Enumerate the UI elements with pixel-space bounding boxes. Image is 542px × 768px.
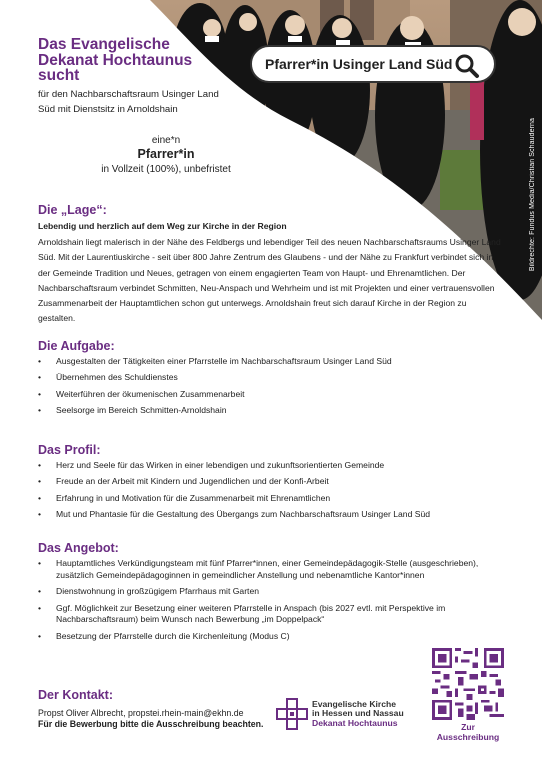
logo-line: Dekanat Hochtaunus [312, 717, 398, 728]
list-item: • Freude an der Arbeit mit Kindern und Jugendlichen und der Konfi-Arbeit [38, 476, 508, 488]
lage-heading: Die „Lage“: [38, 203, 107, 217]
list-item: • Mut und Phantasie für die Gestaltung des Übergangs zum Nachbarschaftsraum Usinger Land Süd [38, 509, 508, 521]
aufgabe-heading: Die Aufgabe: [38, 339, 115, 353]
ekhn-logo-icon [276, 698, 308, 735]
photo-credit: Bildrechte: Fundus Media/Christian Schauderna [529, 118, 536, 272]
list-item: • Weiterführen der ökumenischen Zusammenarbeit [38, 389, 508, 401]
list-item: • Übernehmen des Schuldienstes [38, 372, 508, 384]
profil-list [38, 460, 508, 520]
position-line1: eine*n [151, 135, 181, 146]
lage-subheading: Lebendig und herzlich auf dem Weg zur Kirche in der Region [38, 221, 287, 231]
intro-line: für den Nachbarschaftsraum Usinger Land [38, 89, 219, 100]
angebot-heading: Das Angebot: [38, 541, 119, 555]
title-line: sucht [38, 67, 80, 84]
aufgabe-list [38, 356, 508, 416]
logo-line: Evangelische Kirche [312, 699, 397, 709]
list-item: • Dienstwohnung in großzügigem Pfarrhaus mit Garten [38, 586, 508, 598]
list-item: • Besetzung der Pfarrstelle durch die Kirchenleitung (Modus C) [38, 631, 508, 643]
qr-code-icon[interactable] [432, 648, 504, 720]
list-item: • Ausgestalten der Tätigkeiten einer Pfarrstelle im Nachbarschaftsraum Usinger Land Süd [38, 356, 508, 368]
logo-line: in Hessen und Nassau [312, 708, 404, 719]
list-item: • Ggf. Möglichkeit zur Besetzung einer weiteren Pfarrstelle in Anspach (bis 2027 evtl. mit Perspektive im Nachbarschaftsraum) beim Wunsch nach Bewerbung „im Doppelpack“ [38, 603, 508, 626]
intro-line: Süd mit Dienstsitz in Arnoldshain [38, 104, 178, 115]
logo-text [312, 700, 404, 728]
intro-text [38, 87, 219, 117]
page-title [38, 37, 192, 84]
position-title: Pfarrer*in [137, 147, 195, 161]
qr-label: Zur Ausschreibung [436, 722, 500, 742]
position-scope: in Vollzeit (100%), unbefristet [101, 164, 231, 175]
search-pill[interactable] [250, 45, 496, 83]
list-item: • Erfahrung in und Motivation für die Zusammenarbeit mit Ehrenamtlichen [38, 493, 508, 505]
contact-info: Propst Oliver Albrecht, propstei.rhein-main@ekhn.de [38, 708, 244, 718]
title-line: Dekanat Hochtaunus [38, 51, 193, 69]
magnifier-icon [454, 53, 480, 84]
title-line: Das Evangelische [38, 36, 170, 53]
profil-heading: Das Profil: [38, 443, 101, 457]
list-item: • Hauptamtliches Verkündigungsteam mit fünf Pfarrer*innen, einer Gemeindepädagogik-Stelle (ausgeschrieben), zusätzlich Gemeindepädagoginnen in gemeindlicher Anstellung und nebenamtliche Kantor*innen [38, 558, 508, 581]
angebot-list [38, 558, 508, 642]
application-note: Für die Bewerbung bitte die Ausschreibung beachten. [38, 719, 264, 729]
list-item: • Herz und Seele für das Wirken in einer lebendigen und zukunftsorientierten Gemeinde [38, 460, 508, 472]
lage-text: Arnoldshain liegt malerisch in der Nähe des Feldbergs und lebendiger Teil des neuen Nachbarschaftsraums Usinger Land Süd. Mit der Laurentiuskirche - seit über 800 Jahre Zentrum des Glaubens - und der Nähe zu Frankfurt verbindet sich in der Gemeinde Tradition und Neues, getragen von einem engagierten Team von Haupt- und Ehrenamtlichen. Der Nachbarschaftsraum verbindet Schmitten, Neu-Anspach und Wehrheim und ist mit Projekten und einer vertrauensvollen Zusammenarbeit der Hauptamtlichen schon gut unterwegs. Arnoldshain freut sich darauf Kirche in der Region zu gestalten. [38, 237, 501, 324]
search-label: Pfarrer*in Usinger Land Süd [265, 56, 453, 72]
kontakt-heading: Der Kontakt: [38, 688, 114, 702]
list-item: • Seelsorge im Bereich Schmitten-Arnoldshain [38, 405, 508, 417]
